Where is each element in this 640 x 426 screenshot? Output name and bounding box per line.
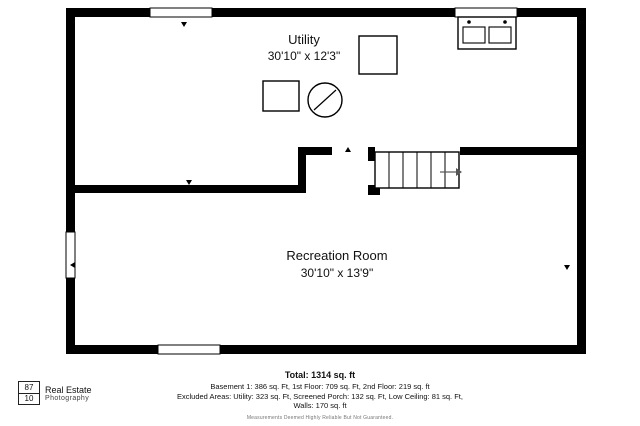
furnace-appliance [263, 81, 299, 111]
svg-text:30'10" x 13'9": 30'10" x 13'9" [300, 266, 374, 280]
water-heater-appliance [308, 83, 342, 117]
total-area-text: Total: 1314 sq. ft [284, 370, 356, 380]
logo-wordmark [45, 385, 92, 402]
logo-mark [18, 381, 40, 405]
staircase [375, 152, 462, 188]
measurement-disclaimer: Measurements Deemed Highly Reliable But Not Guaranteed. [246, 415, 394, 422]
svg-text:Utility: Utility [288, 32, 320, 47]
svg-text:30'10" x 12'3": 30'10" x 12'3" [267, 49, 341, 63]
excluded-areas-line: Excluded Areas: Utility: 323 sq. Ft, Screened Porch: 132 sq. Ft, Low Ceiling: 81 sq. Ft, [177, 391, 463, 401]
floor-breakdown-line: Basement 1: 386 sq. Ft, 1st Floor: 709 sq. Ft, 2nd Floor: 219 sq. ft [210, 382, 430, 392]
logo-number-bottom: 10 [19, 393, 39, 403]
company-logo [18, 381, 92, 405]
logo-number-top: 87 [24, 382, 34, 392]
footer-summary [0, 370, 640, 422]
svg-text:Recreation Room: Recreation Room [286, 248, 388, 263]
logo-name-line1: Real Estate [45, 384, 92, 395]
interior-walls [66, 147, 586, 195]
utility-appliance-upper [359, 36, 397, 74]
logo-name-line2: Photography [45, 394, 90, 402]
walls-line: Walls: 170 sq. ft [293, 401, 347, 410]
sink-fixture [458, 17, 516, 49]
